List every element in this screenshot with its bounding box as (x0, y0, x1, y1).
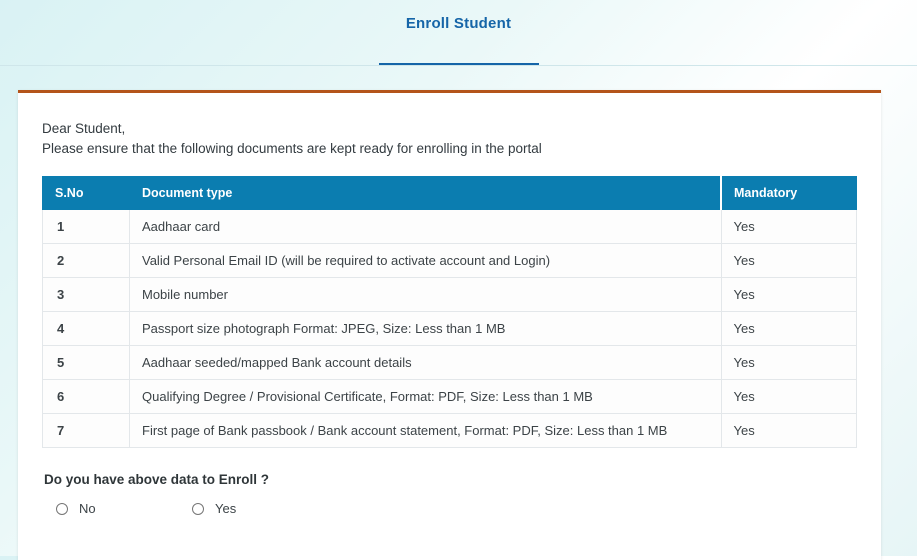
cell-sno: 4 (43, 312, 130, 346)
table-row (43, 414, 857, 448)
cell-mandatory: Yes (721, 414, 857, 448)
cell-mandatory: Yes (721, 380, 857, 414)
documents-table (42, 176, 857, 448)
cell-document-type: Aadhaar seeded/mapped Bank account details (130, 346, 722, 380)
column-header-sno: S.No (43, 177, 130, 210)
cell-document-type: Qualifying Degree / Provisional Certificate, Format: PDF, Size: Less than 1 MB (130, 380, 722, 414)
table-row (43, 346, 857, 380)
cell-document-type: First page of Bank passbook / Bank account statement, Format: PDF, Size: Less than 1 MB (130, 414, 722, 448)
cell-sno: 2 (43, 244, 130, 278)
page-header (0, 0, 917, 70)
cell-sno: 5 (43, 346, 130, 380)
table-row (43, 210, 857, 244)
radio-label-no: No (79, 501, 96, 516)
cell-mandatory: Yes (721, 312, 857, 346)
cell-sno: 1 (43, 210, 130, 244)
radio-option-yes[interactable] (192, 501, 236, 516)
table-header (43, 177, 857, 210)
column-header-document-type: Document type (130, 177, 722, 210)
enroll-answer-radio-group (42, 501, 857, 516)
page-title: Enroll Student (405, 15, 512, 32)
cell-sno: 7 (43, 414, 130, 448)
header-divider (0, 65, 917, 66)
instructions-card (18, 90, 881, 560)
table-row (43, 244, 857, 278)
cell-sno: 6 (43, 380, 130, 414)
cell-document-type: Passport size photograph Format: JPEG, Size: Less than 1 MB (130, 312, 722, 346)
greeting-block (42, 119, 857, 158)
greeting-line-1: Dear Student, (42, 121, 126, 136)
table-header-row (43, 177, 857, 210)
greeting-line-2: Please ensure that the following documents are kept ready for enrolling in the portal (42, 141, 542, 156)
cell-document-type: Aadhaar card (130, 210, 722, 244)
cell-document-type: Valid Personal Email ID (will be required to activate account and Login) (130, 244, 722, 278)
table-row (43, 278, 857, 312)
radio-label-yes: Yes (215, 501, 237, 516)
table-row (43, 380, 857, 414)
cell-document-type: Mobile number (130, 278, 722, 312)
column-header-mandatory: Mandatory (721, 177, 857, 210)
cell-mandatory: Yes (721, 278, 857, 312)
radio-input-no[interactable] (56, 503, 68, 515)
cell-mandatory: Yes (721, 210, 857, 244)
table-row (43, 312, 857, 346)
radio-input-yes[interactable] (192, 503, 204, 515)
enroll-question-label: Do you have above data to Enroll ? (44, 472, 270, 487)
radio-option-no[interactable] (56, 501, 192, 516)
cell-mandatory: Yes (721, 346, 857, 380)
cell-mandatory: Yes (721, 244, 857, 278)
cell-sno: 3 (43, 278, 130, 312)
table-body (43, 210, 857, 448)
